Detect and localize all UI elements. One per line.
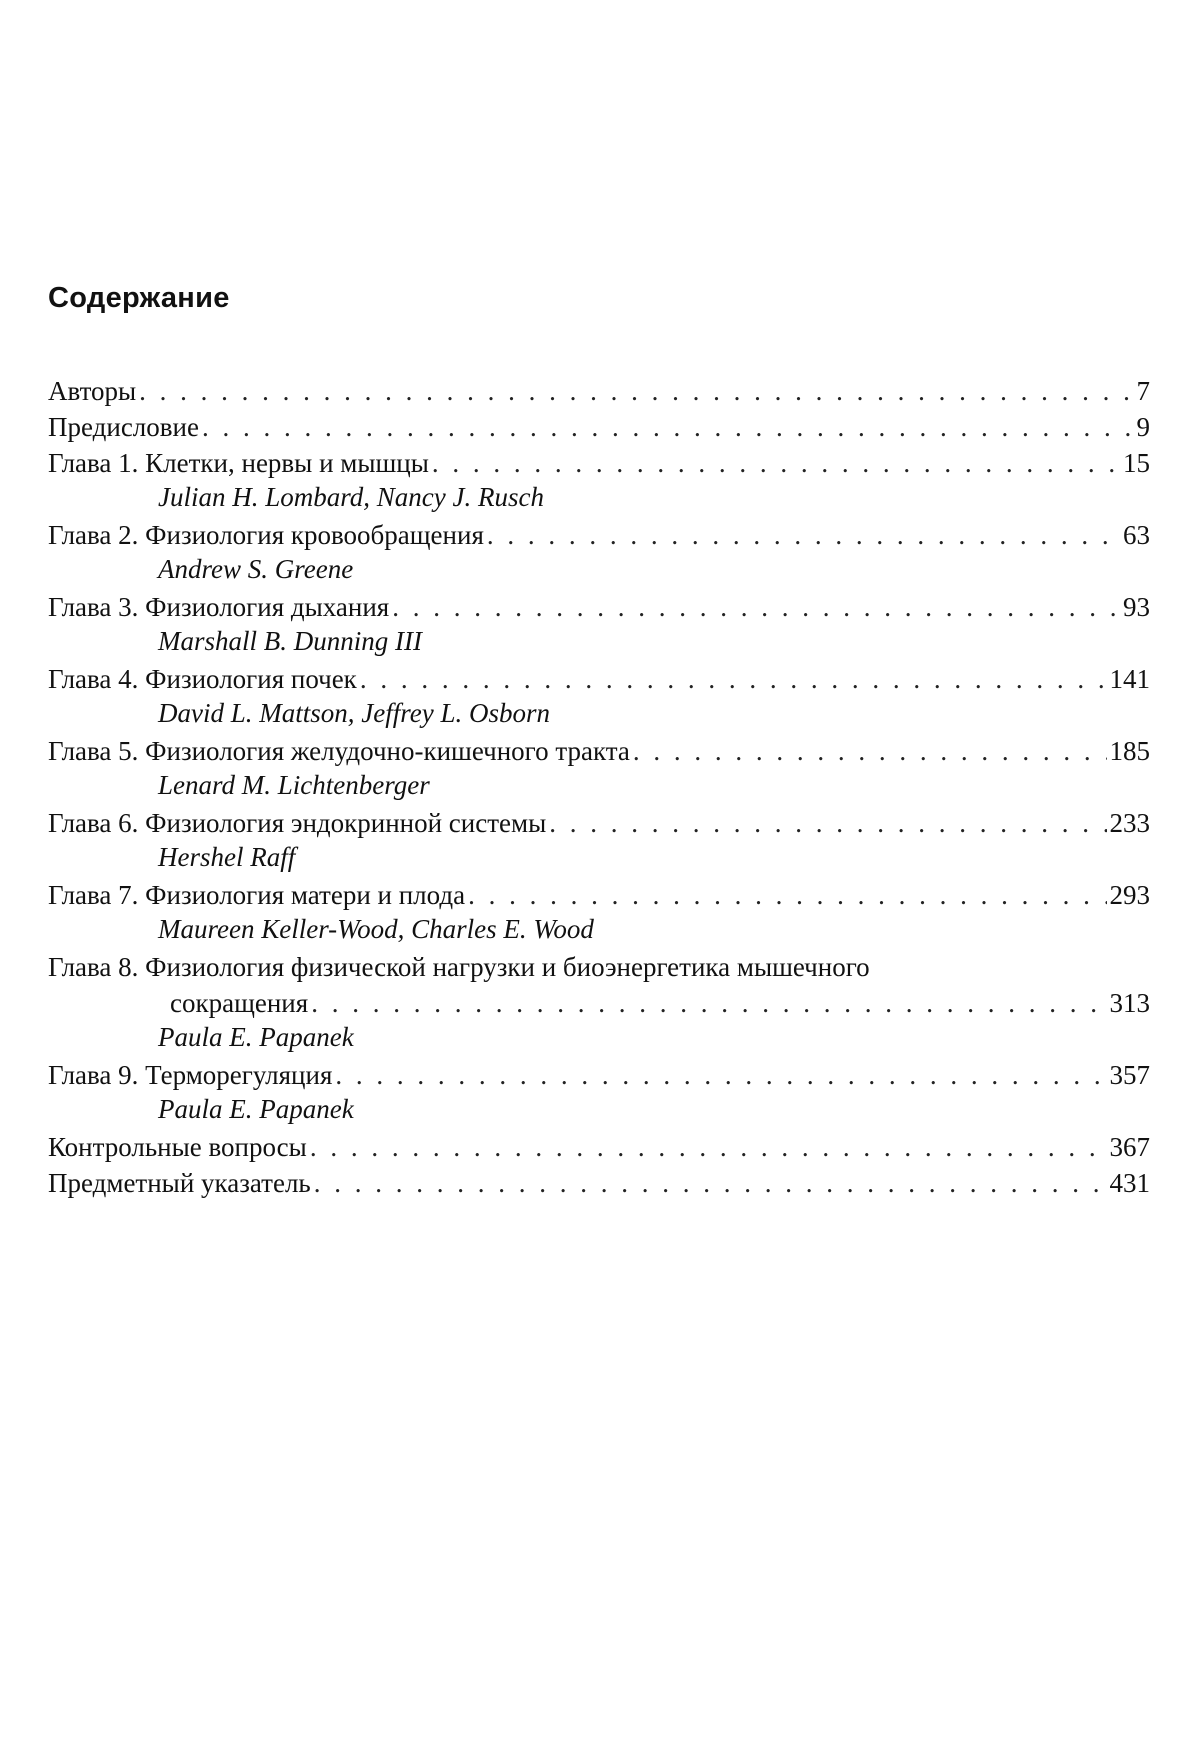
toc-entry-line xyxy=(48,409,1150,445)
toc-entry-line xyxy=(48,949,1150,985)
dot-leader xyxy=(549,805,1106,841)
toc-entry xyxy=(48,805,1150,877)
dot-leader xyxy=(432,445,1120,481)
toc-entry-line xyxy=(48,589,1150,625)
toc-page-number[interactable]: 357 xyxy=(1109,1060,1150,1090)
toc-entry-title[interactable]: Глава 2. Физиология кровообращения xyxy=(48,520,484,550)
toc-entry xyxy=(48,409,1150,445)
toc-list xyxy=(48,373,1150,1201)
toc-page-number[interactable]: 313 xyxy=(1109,988,1150,1018)
toc-entry-line xyxy=(48,805,1150,841)
toc-entry-title[interactable]: Предметный указатель xyxy=(48,1168,311,1198)
toc-entry-title[interactable]: сокращения xyxy=(170,988,309,1018)
toc-page-number[interactable]: 233 xyxy=(1109,808,1150,838)
toc-entry-line xyxy=(48,661,1150,697)
toc-page-number[interactable]: 9 xyxy=(1136,412,1150,442)
toc-entry-title[interactable]: Глава 7. Физиология матери и плода xyxy=(48,880,466,910)
toc-entry xyxy=(48,661,1150,733)
toc-page-number[interactable]: 367 xyxy=(1109,1132,1150,1162)
toc-entry-line xyxy=(48,985,1150,1021)
toc-page-number[interactable]: 293 xyxy=(1109,880,1150,910)
toc-entry-authors: Paula E. Papanek xyxy=(158,1094,354,1124)
toc-page-number[interactable]: 431 xyxy=(1109,1168,1150,1198)
toc-entry xyxy=(48,373,1150,409)
toc-entry-title[interactable]: Предисловие xyxy=(48,412,199,442)
toc-entry-authors: Hershel Raff xyxy=(158,842,296,872)
dot-leader xyxy=(360,661,1107,697)
toc-entry-authors: Maureen Keller-Wood, Charles E. Wood xyxy=(158,914,594,944)
toc-entry-authors: Julian H. Lombard, Nancy J. Rusch xyxy=(158,482,544,512)
toc-entry xyxy=(48,445,1150,517)
toc-entry-line xyxy=(48,373,1150,409)
toc-entry xyxy=(48,949,1150,1057)
toc-entry xyxy=(48,1165,1150,1201)
dot-leader xyxy=(202,409,1134,445)
dot-leader xyxy=(392,589,1120,625)
toc-entry-line xyxy=(48,517,1150,553)
toc-entry xyxy=(48,589,1150,661)
toc-entry-authors: Marshall B. Dunning III xyxy=(158,626,422,656)
toc-page-number[interactable]: 141 xyxy=(1109,664,1150,694)
toc-entry-title[interactable]: Глава 3. Физиология дыхания xyxy=(48,592,390,622)
toc-entry-title[interactable]: Глава 6. Физиология эндокринной системы xyxy=(48,808,547,838)
toc-entry xyxy=(48,733,1150,805)
dot-leader xyxy=(335,1057,1106,1093)
toc-page xyxy=(48,0,1150,1740)
dot-leader xyxy=(311,985,1106,1021)
dot-leader xyxy=(633,733,1107,769)
toc-entry-line xyxy=(48,445,1150,481)
toc-entry-line xyxy=(48,1165,1150,1201)
dot-leader xyxy=(487,517,1120,553)
dot-leader xyxy=(139,373,1133,409)
toc-entry-title[interactable]: Глава 1. Клетки, нервы и мышцы xyxy=(48,448,429,478)
toc-entry-authors: Lenard M. Lichtenberger xyxy=(158,770,430,800)
toc-entry-authors: Paula E. Papanek xyxy=(158,1022,354,1052)
toc-page-number[interactable]: 7 xyxy=(1136,376,1150,406)
toc-entry xyxy=(48,517,1150,589)
toc-entry-line xyxy=(48,1129,1150,1165)
toc-page-number[interactable]: 93 xyxy=(1123,592,1150,622)
dot-leader xyxy=(314,1165,1107,1201)
toc-entry xyxy=(48,1129,1150,1165)
toc-entry-line xyxy=(48,877,1150,913)
toc-entry-title[interactable]: Глава 9. Терморегуляция xyxy=(48,1060,333,1090)
toc-entry-line xyxy=(48,733,1150,769)
toc-entry xyxy=(48,1057,1150,1129)
toc-page-number[interactable]: 185 xyxy=(1109,736,1150,766)
toc-entry-title[interactable]: Глава 8. Физиология физической нагрузки и биоэнергетика мышечного xyxy=(48,952,870,982)
toc-entry-title[interactable]: Глава 4. Физиология почек xyxy=(48,664,357,694)
toc-entry-authors: Andrew S. Greene xyxy=(158,554,354,584)
toc-page-number[interactable]: 15 xyxy=(1123,448,1150,478)
toc-entry-title[interactable]: Авторы xyxy=(48,376,137,406)
toc-page-number[interactable]: 63 xyxy=(1123,520,1150,550)
toc-entry-title[interactable]: Глава 5. Физиология желудочно-кишечного тракта xyxy=(48,736,630,766)
toc-entry-authors: David L. Mattson, Jeffrey L. Osborn xyxy=(158,698,550,728)
toc-entry-line xyxy=(48,1057,1150,1093)
toc-entry xyxy=(48,877,1150,949)
dot-leader xyxy=(468,877,1106,913)
toc-title: Содержание xyxy=(48,282,230,314)
dot-leader xyxy=(310,1129,1107,1165)
toc-entry-title[interactable]: Контрольные вопросы xyxy=(48,1132,307,1162)
